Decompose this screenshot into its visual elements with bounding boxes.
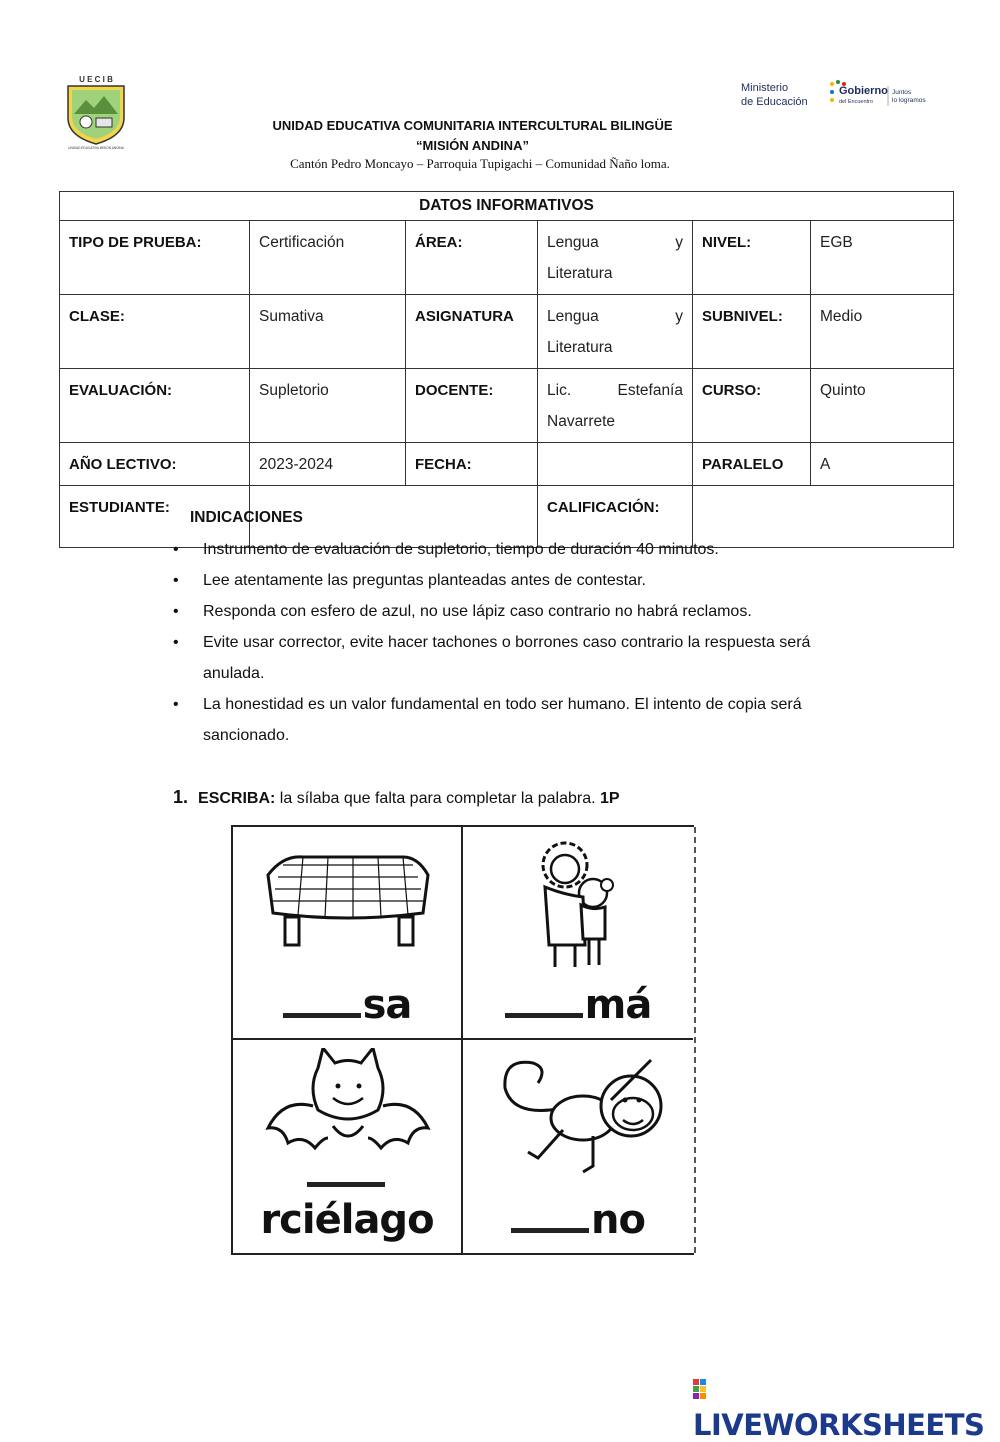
table-icon [263,835,433,975]
evaluacion-label: EVALUACIÓN: [60,369,250,443]
brand-text: LIVEWORKSHEETS [693,1408,985,1442]
question-1 [173,787,620,808]
anio-value: 2023-2024 [250,443,406,486]
subnivel-label: SUBNIVEL: [693,295,811,369]
curso-label: CURSO: [693,369,811,443]
question-points: 1P [600,790,620,807]
fecha-input[interactable] [538,443,693,486]
curso-value: Quinto [811,369,954,443]
asignatura-value: Lengua y Literatura [538,295,693,369]
syllable-cell-murcielago [233,1040,463,1253]
answer-blank[interactable] [307,1148,385,1187]
mother-child-icon [493,835,663,975]
school-location: Cantón Pedro Moncayo – Parroquia Tupigachi – Comunidad Ñaño loma. [290,156,670,171]
gov-logo-line1: Ministerio [741,82,789,94]
subnivel-value: Medio [811,295,954,369]
indication-item: • Responda con esfero de azul, no use lápiz caso contrario no habrá reclamos. [173,596,873,627]
syllable-cell-mama [463,827,693,1040]
nivel-label: NIVEL: [693,221,811,295]
syllable-cell-mono [463,1040,693,1253]
logo-school-text: U E C I B [79,75,113,84]
asignatura-label: ASIGNATURA [406,295,538,369]
question-verb: ESCRIBA: [198,790,276,807]
nivel-value: EGB [811,221,954,295]
info-table-title: DATOS INFORMATIVOS [60,192,954,221]
liveworksheets-logo [693,1374,1000,1442]
info-table [59,191,954,548]
gov-brand2: del Encuentro [839,99,873,105]
liveworksheets-icon [693,1379,715,1403]
area-label: ÁREA: [406,221,538,295]
estudiante-label: ESTUDIANTE: [60,486,250,548]
calificacion-label: CALIFICACIÓN: [538,486,693,548]
paralelo-value: A [811,443,954,486]
word-mono: no [463,1194,693,1243]
indication-item: • Evite usar corrector, evite hacer tachones o borrones caso contrario la respuesta será anulada. [173,627,873,689]
question-number: 1. [173,787,189,807]
indication-item: • Lee atentamente las preguntas planteadas antes de contestar. [173,565,873,596]
gov-brand1: Gobierno [839,85,888,97]
logo-school-caption: UNIDAD EDUCATIVA MISIÓN ANDINA [68,146,124,150]
answer-blank[interactable] [505,979,583,1018]
clase-value: Sumativa [250,295,406,369]
docente-label: DOCENTE: [406,369,538,443]
evaluacion-value: Supletorio [250,369,406,443]
gov-slogan1: Juntos [892,89,912,96]
school-name-line2: “MISIÓN ANDINA” [416,138,529,153]
syllable-cell-table [233,827,463,1040]
indications-list [173,534,873,751]
answer-blank[interactable] [511,1194,589,1233]
school-name [200,116,745,156]
indication-item: • La honestidad es un valor fundamental en todo ser humano. El intento de copia será sancionado. [173,689,873,751]
school-name-line1: UNIDAD EDUCATIVA COMUNITARIA INTERCULTURAL BILINGÜE [272,118,673,133]
docente-value: Lic. Estefanía Navarrete [538,369,693,443]
area-value: Lengua y Literatura [538,221,693,295]
ministry-logo [738,74,938,114]
monkey-icon [493,1048,663,1188]
word-mama: má [463,979,693,1028]
indication-item: • Instrumento de evaluación de supletorio, tiempo de duración 40 minutos. [173,534,873,565]
tipo-value: Certificación [250,221,406,295]
gov-slogan2: lo logramos [892,97,926,104]
anio-label: AÑO LECTIVO: [60,443,250,486]
syllable-grid [231,825,694,1255]
answer-blank[interactable] [283,979,361,1018]
school-logo [60,70,132,150]
word-murcielago: rciélago [233,1148,461,1243]
fecha-label: FECHA: [406,443,538,486]
paralelo-label: PARALELO [693,443,811,486]
tipo-label: TIPO DE PRUEBA: [60,221,250,295]
gov-logo-line2: de Educación [741,96,808,108]
word-mesa: sa [233,979,461,1028]
clase-label: CLASE: [60,295,250,369]
indications-title: INDICACIONES [190,509,303,526]
question-text: la sílaba que falta para completar la palabra. [275,790,600,807]
